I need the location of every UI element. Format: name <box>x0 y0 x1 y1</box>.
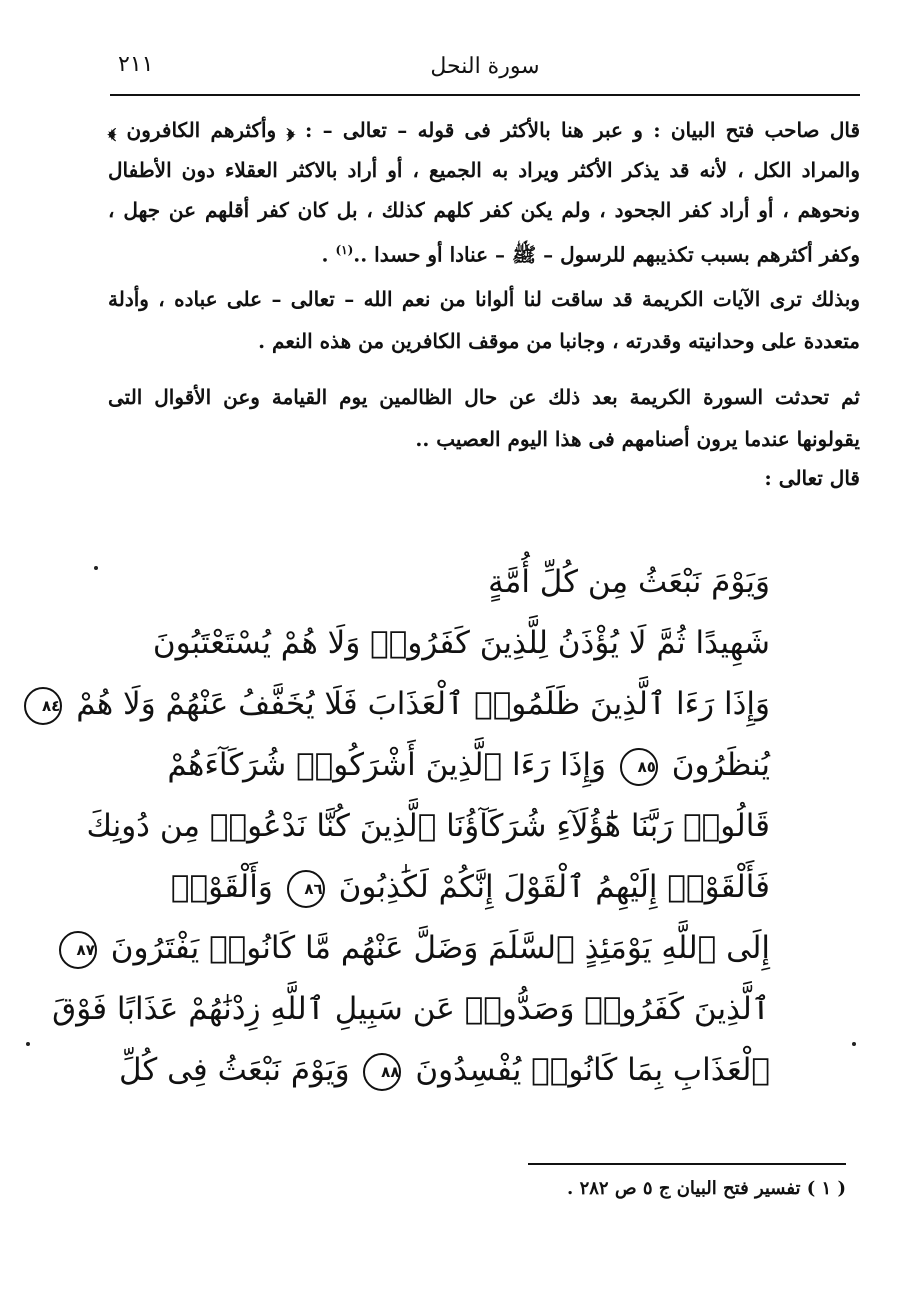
verse-line <box>42 674 770 735</box>
verse-text: شَهِيدًا ثُمَّ لَا يُؤْذَنُ لِلَّذِينَ كَفَرُوا۟ وَلَا هُمْ يُسْتَعْتَبُونَ <box>152 625 770 661</box>
paragraph-summary: وبذلك ترى الآيات الكريمة قد ساقت لنا ألوانا من نعم الله – تعالى – على عباده ، وأدلة متعددة على وحدانيته وقدرته ، وجانبا من موقف الكافرين من هذه النعم . <box>108 287 860 353</box>
verse-number-marker: ٨٦ <box>287 870 325 908</box>
verse-line <box>167 735 770 796</box>
verse-text: فَأَلْقَوْا۟ إِلَيْهِمُ ٱلْقَوْلَ إِنَّكُمْ لَكَٰذِبُونَ <box>338 869 770 905</box>
verse-number-marker: ٨٤ <box>24 687 62 725</box>
verse-number-marker: ٨٥ <box>620 748 658 786</box>
paragraph-commentary: قال صاحب فتح البيان : و عبر هنا بالأكثر فى قوله – تعالى – : ﴿ وأكثرهم الكافرون ﴾ والمراد الكل ، لأنه قد يذكر الأكثر ويراد به الجميع ، أو أراد بالاكثر العقلاء دون الأطفال ونحوهم ، أو أراد كفر الجحود ، ولم يكن كفر كلهم كذلك ، بل كان كفر أقلهم عن جهل ، وكفر أكثرهم بسبب تكذيبهم للرسول – ﷺ – عنادا أو حسدا ..$^{(١)}$ . <box>108 118 860 267</box>
header-divider <box>110 94 860 96</box>
scan-speck <box>94 566 98 570</box>
verse-text: إِلَى ٱللَّهِ يَوْمَئِذٍ ٱلسَّلَمَ وَضَلَّ عَنْهُم مَّا كَانُوا۟ يَفْتَرُونَ <box>110 930 770 966</box>
verse-text: وَيَوْمَ نَبْعَثُ مِن كُلِّ أُمَّةٍ <box>488 564 770 600</box>
paragraph-transition: ثم تحدثت السورة الكريمة بعد ذلك عن حال الظالمين يوم القيامة وعن الأقوال التى يقولونها عندما يرون أصنامهم فى هذا اليوم العصيب .. <box>108 385 860 451</box>
verse-text-continued: وَإِذَا رَءَا ٱلَّذِينَ أَشْرَكُوا۟ شُرَكَآءَهُمْ <box>167 747 607 783</box>
verse-line <box>170 857 770 918</box>
verse-text: يُنظَرُونَ <box>671 747 770 783</box>
footnote-reference: (١) <box>335 243 354 257</box>
quran-verses-block <box>42 552 770 1101</box>
scan-speck <box>26 1042 30 1046</box>
verse-number-marker: ٨٧ <box>59 931 97 969</box>
page-number: ٢١١ <box>118 52 154 77</box>
verse-line <box>52 979 770 1040</box>
verse-number-marker: ٨٨ <box>363 1053 401 1091</box>
verse-text: ٱلْعَذَابِ بِمَا كَانُوا۟ يُفْسِدُونَ <box>415 1052 770 1088</box>
scan-speck <box>852 1042 856 1046</box>
surah-title: سورة النحل <box>430 54 540 79</box>
verse-line <box>118 1040 770 1101</box>
verse-line <box>76 918 770 979</box>
verse-text-continued: وَيَوْمَ نَبْعَثُ فِى كُلِّ <box>118 1052 350 1088</box>
verse-text: وَإِذَا رَءَا ٱلَّذِينَ ظَلَمُوا۟ ٱلْعَذَابَ فَلَا يُخَفَّفُ عَنْهُمْ وَلَا هُمْ <box>76 686 770 722</box>
verse-text-continued: وَأَلْقَوْا۟ <box>170 869 273 905</box>
verse-line <box>86 796 770 857</box>
paragraph-text: قال صاحب فتح البيان : و عبر هنا بالأكثر فى قوله – تعالى – : ﴿ وأكثرهم الكافرون ﴾ والمراد الكل ، لأنه قد يذكر الأكثر ويراد به الجميع ، أو أراد بالاكثر العقلاء دون الأطفال ونحوهم ، أو أراد كفر الجحود ، ولم يكن كفر كلهم كذلك ، بل كان كفر أقلهم عن جهل ، وكفر أكثرهم بسبب تكذيبهم للرسول – ﷺ – عنادا أو حسدا .. <box>108 118 860 267</box>
footnote: ( ١ ) تفسير فتح البيان ج ٥ ص ٢٨٢ . <box>567 1178 846 1199</box>
verse-line <box>178 552 770 613</box>
verse-line <box>152 613 770 674</box>
verse-text: قَالُوا۟ رَبَّنَا هَٰٓؤُلَآءِ شُرَكَآؤُنَا ٱلَّذِينَ كُنَّا نَدْعُوا۟ مِن دُونِكَ <box>86 808 770 844</box>
page-header <box>110 52 860 88</box>
paragraph-intro: قال تعالى : <box>764 466 860 490</box>
footnote-divider <box>528 1163 846 1165</box>
verse-text: ٱلَّذِينَ كَفَرُوا۟ وَصَدُّوا۟ عَن سَبِيلِ ٱللَّهِ زِدْنَٰهُمْ عَذَابًا فَوْقَ <box>52 991 770 1027</box>
